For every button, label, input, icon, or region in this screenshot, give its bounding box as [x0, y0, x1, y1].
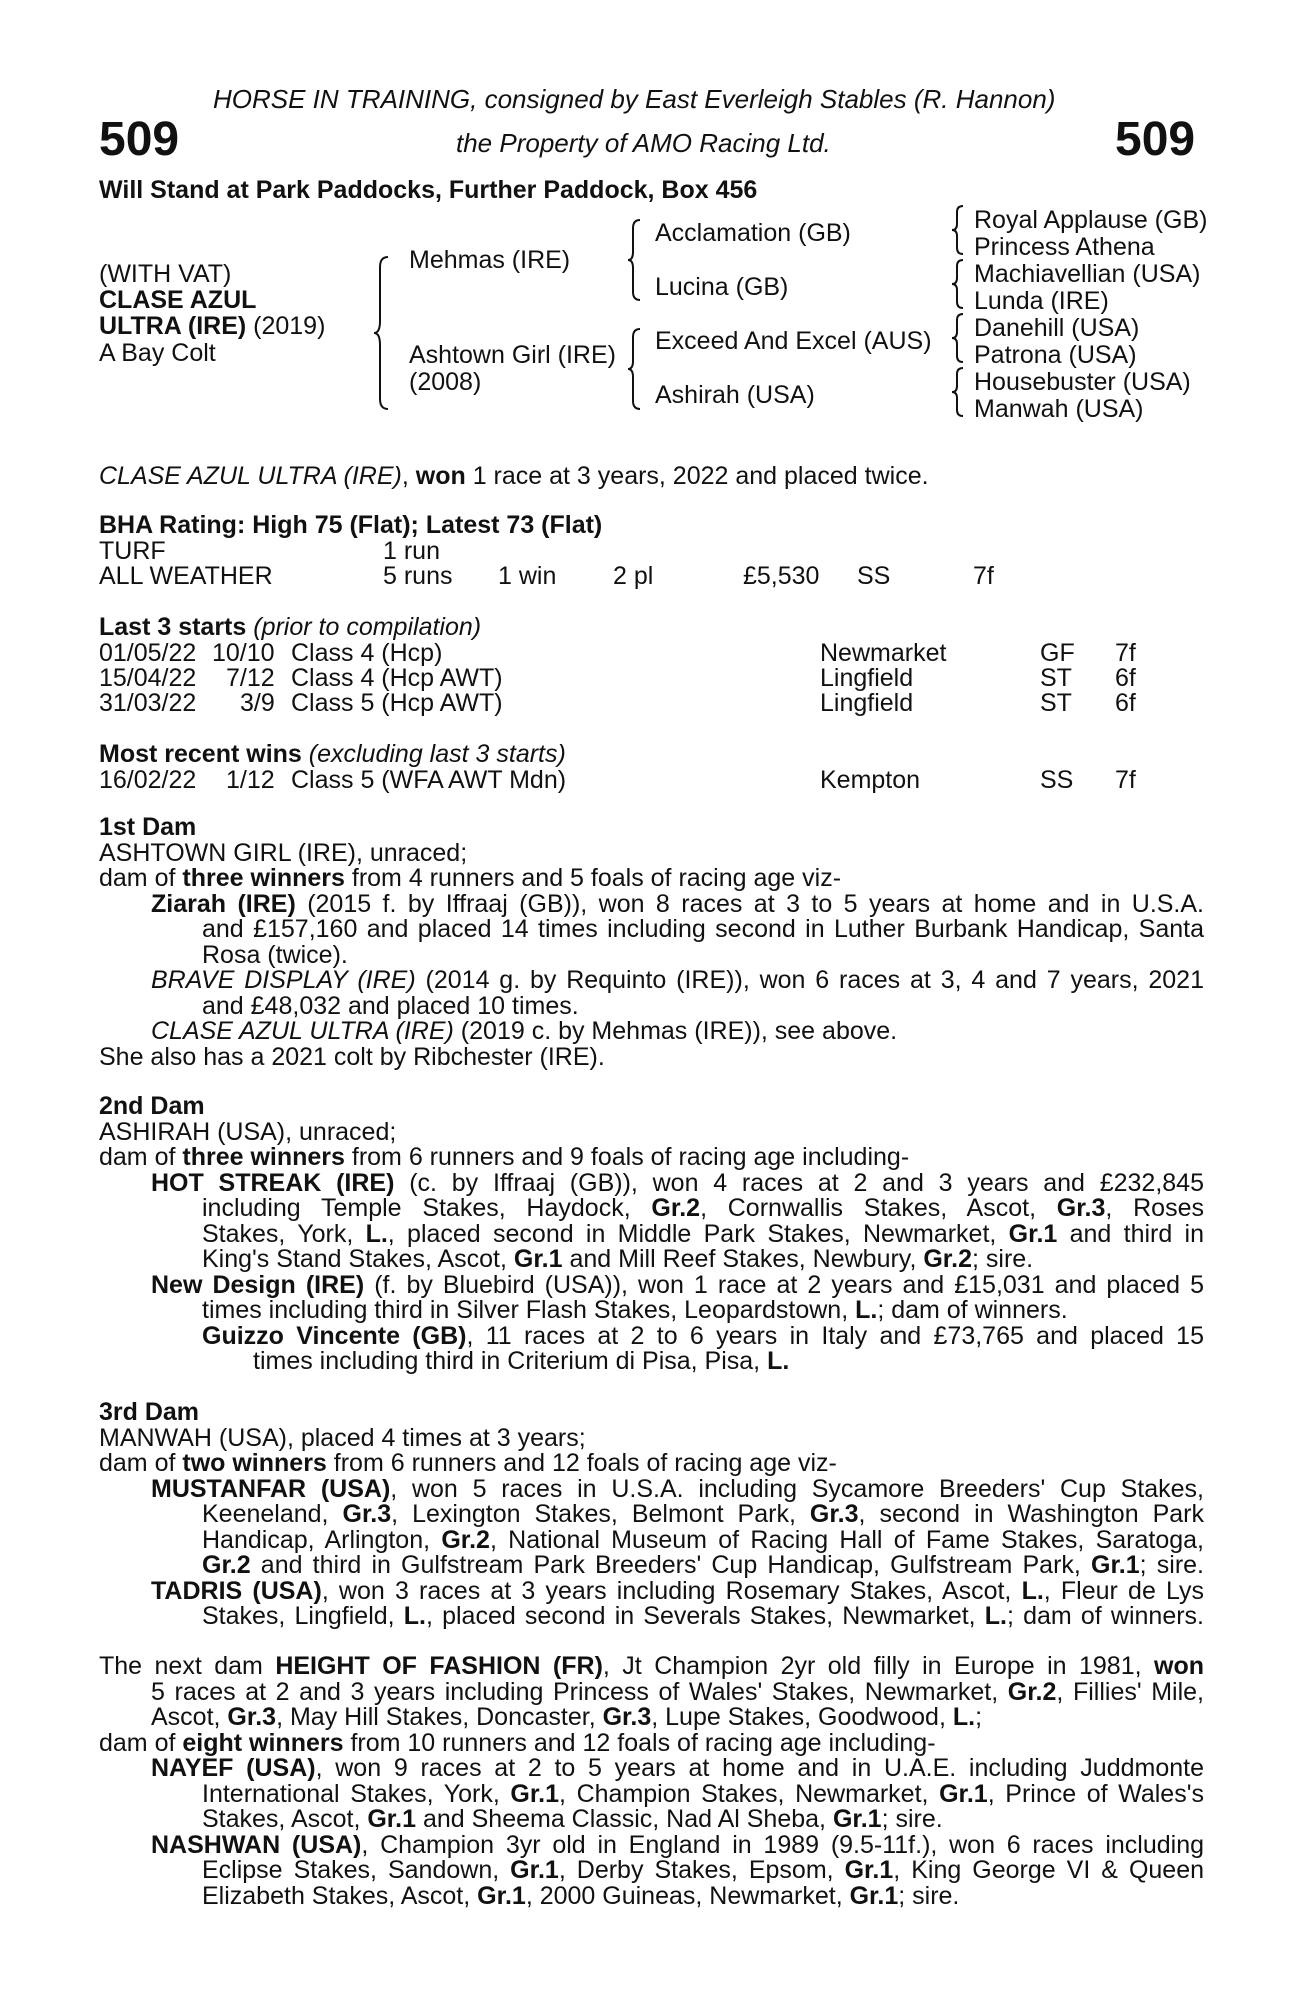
row-going: GF [1040, 639, 1075, 667]
turf-label: TURF [99, 537, 166, 565]
grandsire-1: Acclamation (GB) [655, 219, 851, 247]
text-run: BRAVE DISPLAY (IRE) [151, 966, 416, 994]
text-run: , placed second in Middle Park Stakes, Newmarket, [387, 1219, 1009, 1248]
text-run: , Lexington Stakes, Belmont Park, [391, 1500, 810, 1528]
text-run: International Stakes, York, [202, 1779, 511, 1808]
text-run: dam of [99, 1449, 183, 1477]
text-run: , won 5 races in U.S.A. including Sycamore Breeders' Cup Stakes, [390, 1474, 1204, 1503]
produce-entry [99, 1321, 1204, 1350]
third-dam-section [99, 1400, 1204, 1630]
aw-label: ALL WEATHER [99, 562, 273, 590]
text-run: NASHWAN (USA) [151, 1830, 362, 1859]
summary-rest: 1 race at 3 years, 2022 and placed twice. [465, 462, 929, 490]
text-run: , won 3 races at 3 years including Rosemary Stakes, Ascot, [321, 1576, 1022, 1605]
text-run: , second in Washington Park [858, 1500, 1204, 1528]
text-run: Gr.1 [1091, 1551, 1140, 1579]
text-run: times including third in Criterium di Pisa, Pisa, [253, 1347, 768, 1375]
grandsire-2: Exceed And Excel (AUS) [655, 327, 932, 355]
lot-number-right: 509 [1115, 113, 1196, 166]
dam-year: (2008) [409, 368, 482, 396]
brace-main [374, 255, 394, 411]
turf-runs: 1 run [383, 537, 440, 565]
text-run: Keeneland, [202, 1500, 343, 1528]
text-run: , Derby Stakes, Epsom, [558, 1856, 845, 1884]
produce-cont [99, 1604, 1204, 1630]
aw-runs: 5 runs [383, 562, 453, 590]
text-run: , placed second in Severals Stakes, Newmarket, [425, 1602, 985, 1630]
dam-produce-line [99, 1451, 1204, 1477]
brace-ggs-3 [952, 312, 966, 364]
ggs-7: Housebuster (USA) [974, 368, 1191, 396]
brace-ggs-2 [952, 258, 966, 310]
text-run: , Prince of Wales's [987, 1779, 1204, 1808]
produce-cont [99, 1219, 1205, 1248]
text-run: , 2000 Guineas, Newmarket, [525, 1881, 850, 1910]
text-run: , Fleur de Lys [1043, 1576, 1204, 1605]
aw-row [99, 562, 1204, 588]
horse-name-line2 [99, 312, 325, 341]
text-run: L. [984, 1602, 1007, 1630]
row-date: 31/03/22 [99, 689, 197, 717]
row-race: Class 5 (WFA AWT Mdn) [291, 766, 567, 794]
sire: Mehmas (IRE) [409, 246, 571, 274]
row-dist: 7f [1115, 766, 1136, 794]
row-pos: 1/12 [226, 766, 275, 794]
ggs-8: Manwah (USA) [974, 395, 1144, 423]
row-date: 01/05/22 [99, 639, 197, 667]
aw-prize: £5,530 [743, 562, 820, 590]
ggs-3: Machiavellian (USA) [974, 260, 1201, 288]
text-run: L. [403, 1602, 426, 1630]
row-course: Kempton [820, 766, 921, 794]
section-title: 2nd Dam [99, 1092, 205, 1120]
brace-ggs-4 [952, 366, 966, 418]
ggs-2: Princess Athena [974, 233, 1155, 261]
section-title: 3rd Dam [99, 1398, 200, 1426]
text-run: Gr.3 [809, 1500, 859, 1528]
text-run: L. [767, 1347, 790, 1375]
dam-produce-line [99, 866, 1204, 892]
recent-wins-note: (excluding last 3 starts) [301, 740, 566, 768]
text-run: Gr.3 [227, 1703, 277, 1731]
vat-note: (WITH VAT) [99, 260, 232, 288]
text-run: ; sire. [898, 1881, 960, 1910]
dam-produce-line [99, 1145, 1204, 1171]
text-run: and Sheema Classic, Nad Al Sheba, [416, 1805, 833, 1833]
text-run: Gr.1 [832, 1805, 882, 1833]
produce-cont [99, 1881, 1204, 1910]
text-run: ; sire. [881, 1805, 943, 1833]
text-run: from 4 runners and 5 foals of racing age viz- [344, 864, 842, 892]
bha-rating: BHA Rating: High 75 (Flat); Latest 73 (Flat) [99, 511, 603, 539]
row-pos: 7/12 [226, 664, 275, 692]
text-run: L. [1021, 1576, 1044, 1605]
produce-cont [99, 1298, 1204, 1324]
produce-cont [99, 1779, 1204, 1808]
text-run: ; dam of winners. [1007, 1602, 1204, 1630]
text-run: Gr.3 [602, 1703, 652, 1731]
table-row [99, 664, 1204, 690]
text-run: and third in [1057, 1219, 1205, 1248]
header-property: the Property of AMO Racing Ltd. [456, 128, 831, 158]
horse-year: (2019) [246, 312, 326, 340]
text-run: Gr.1 [844, 1856, 894, 1884]
produce-entry [99, 1019, 1204, 1045]
text-run: Guizzo Vincente (GB) [202, 1321, 467, 1350]
ggs-4: Lunda (IRE) [974, 287, 1109, 315]
text-run: Gr.2 [441, 1525, 490, 1554]
text-run: (2019 c. by Mehmas (IRE)), see above. [453, 1017, 898, 1045]
text-run: L. [855, 1296, 878, 1324]
text-run: Gr.3 [1056, 1194, 1106, 1222]
text-run: King's Stand Stakes, Ascot, [202, 1245, 514, 1273]
text-run: Stakes, York, [202, 1219, 366, 1248]
text-run: including Temple Stakes, Haydock, [202, 1194, 652, 1222]
text-run: , 11 races at 2 to 6 years in Italy and £73,765 and placed 15 [466, 1321, 1204, 1350]
row-course: Newmarket [820, 639, 947, 667]
dam-produce-line [99, 1728, 1204, 1757]
text-run: HOT STREAK (IRE) [151, 1168, 395, 1197]
row-course: Lingfield [820, 689, 914, 717]
text-run: three winners [182, 1143, 345, 1171]
text-run: and £48,032 and placed 10 times. [202, 991, 579, 1020]
text-run: HEIGHT OF FASHION (FR) [275, 1652, 603, 1680]
text-run: , won 9 races at 2 to 5 years at home and in U.A.E. including Juddmonte [315, 1754, 1204, 1782]
text-run: L. [365, 1219, 388, 1248]
text-run: three winners [182, 864, 345, 892]
text-run: from 6 runners and 12 foals of racing age viz- [326, 1449, 837, 1477]
text-run: , King George VI & Queen [893, 1856, 1204, 1884]
text-run: eight winners [182, 1728, 344, 1757]
text-run: Gr.3 [342, 1500, 392, 1528]
produce-cont [99, 991, 1204, 1020]
table-row [99, 689, 1204, 715]
produce-cont [99, 1502, 1204, 1528]
last3-note: (prior to compilation) [246, 613, 482, 641]
text-run: , Cornwallis Stakes, Ascot, [700, 1194, 1057, 1222]
aw-wins: 1 win [498, 562, 557, 590]
text-run: Gr.2 [202, 1551, 251, 1579]
text-run: ; dam of winners. [877, 1296, 1068, 1324]
text-run: MUSTANFAR (USA) [151, 1474, 391, 1503]
ggs-6: Patrona (USA) [974, 341, 1137, 369]
text-run: Gr.2 [923, 1245, 972, 1273]
race-summary: CLASE AZUL ULTRA (IRE), won 1 race at 3 years, 2022 and placed twice. [99, 462, 929, 490]
text-run: (2015 f. by Iffraaj (GB)), won 8 races at 3 to 5 years at home and in U.S.A. [295, 889, 1205, 918]
text-run: won [1154, 1652, 1204, 1680]
text-run: TADRIS (USA) [151, 1576, 322, 1605]
aw-going: SS [857, 562, 891, 590]
text-run: CLASE AZUL ULTRA (IRE) [151, 1017, 454, 1045]
text-run: Gr.1 [1008, 1219, 1058, 1248]
text-run: , Lupe Stakes, Goodwood, [651, 1703, 953, 1731]
text-run: dam of [99, 1143, 183, 1171]
text-run: (f. by Bluebird (USA)), won 1 race at 2 years and £15,031 and placed 5 [364, 1270, 1204, 1299]
text-run: two winners [182, 1449, 327, 1477]
text-run: times including third in Silver Flash Stakes, Leopardstown, [202, 1296, 856, 1324]
recent-wins-title: Most recent wins [99, 740, 302, 768]
row-race: Class 4 (Hcp) [291, 639, 443, 667]
text-run: Gr.2 [651, 1194, 701, 1222]
row-going: ST [1040, 689, 1072, 717]
row-date: 16/02/22 [99, 766, 197, 794]
text-run: from 10 runners and 12 foals of racing age including- [343, 1728, 936, 1757]
text-run: Handicap, Arlington, [202, 1525, 442, 1554]
text-run: , Jt Champion 2yr old filly in Europe in 1981, [602, 1652, 1154, 1680]
horse-name: ULTRA (IRE) [99, 312, 247, 340]
text-run: dam of [99, 864, 183, 892]
section-title: 1st Dam [99, 813, 197, 841]
row-pos: 10/10 [212, 639, 275, 667]
dam: Ashtown Girl (IRE) [409, 341, 616, 369]
produce-cont [99, 917, 1204, 943]
table-row [99, 639, 1204, 665]
next-dam-cont [99, 1705, 1204, 1731]
text-run: Gr.1 [510, 1779, 560, 1808]
ggs-5: Danehill (USA) [974, 314, 1140, 342]
dam-line: MANWAH (USA), placed 4 times at 3 years; [99, 1423, 586, 1452]
text-run: Eclipse Stakes, Sandown, [202, 1856, 511, 1884]
produce-cont [99, 1858, 1204, 1884]
row-dist: 7f [1115, 639, 1136, 667]
text-run: Stakes, Lingfield, [202, 1602, 404, 1630]
row-date: 15/04/22 [99, 664, 197, 692]
horse-description: A Bay Colt [99, 339, 216, 367]
row-pos: 3/9 [240, 689, 275, 717]
dam-line: ASHIRAH (USA), unraced; [99, 1117, 397, 1146]
second-dam-section [99, 1094, 1204, 1375]
row-course: Lingfield [820, 664, 914, 692]
last3-heading [99, 613, 481, 642]
text-run: ; [975, 1703, 983, 1731]
text-run: Gr.1 [939, 1779, 988, 1808]
text-run: Gr.1 [513, 1245, 563, 1273]
text-run: Gr.1 [477, 1881, 526, 1910]
produce-cont [99, 940, 1204, 969]
row-going: ST [1040, 664, 1072, 692]
row-race: Class 4 (Hcp AWT) [291, 664, 503, 692]
text-run: Ziarah (IRE) [151, 889, 296, 918]
produce-entry [99, 1270, 1204, 1299]
produce-entry [99, 968, 1204, 994]
next-dam-line [99, 1654, 1204, 1680]
text-run: Gr.1 [510, 1856, 559, 1884]
text-run: Ascot, [151, 1703, 228, 1731]
brace-sire [628, 218, 644, 302]
produce-cont [99, 1349, 1204, 1375]
produce-cont [99, 1807, 1204, 1833]
brace-dam [628, 327, 644, 411]
text-run: 5 races at 2 and 3 years including Princess of Wales' Stakes, Newmarket, [151, 1677, 1008, 1706]
produce-entry [99, 1474, 1204, 1503]
last3-title: Last 3 starts [99, 613, 247, 641]
produce-cont [99, 1196, 1204, 1222]
text-run: New Design (IRE) [151, 1270, 365, 1299]
text-run: and third in Gulfstream Park Breeders' Cup Handicap, Gulfstream Park, [250, 1551, 1092, 1579]
summary-name: CLASE AZUL ULTRA (IRE) [99, 462, 402, 490]
header-consignor: HORSE IN TRAINING, consigned by East Everleigh Stables (R. Hannon) [213, 84, 1056, 114]
turf-row [99, 537, 1204, 563]
brace-ggs-1 [952, 204, 966, 256]
stand-location: Will Stand at Park Paddocks, Further Paddock, Box 456 [99, 176, 758, 204]
text-run: Gr.1 [367, 1805, 417, 1833]
produce-entry [99, 1830, 1205, 1859]
summary-won: won [415, 462, 466, 490]
lot-number-left: 509 [99, 113, 180, 166]
text-run: , Fillies' Mile, [1056, 1677, 1204, 1706]
first-dam-section [99, 815, 1204, 1070]
text-run: , Champion Stakes, Newmarket, [559, 1779, 940, 1808]
text-run: , National Museum of Racing Hall of Fame Stakes, Saratoga, [489, 1525, 1204, 1554]
aw-distance: 7f [973, 562, 994, 590]
text-run: (c. by Iffraaj (GB)), won 4 races at 2 and 3 years and £232,845 [394, 1168, 1204, 1197]
text-run: Gr.2 [1007, 1677, 1057, 1706]
dam-note: She also has a 2021 colt by Ribchester (IRE). [99, 1042, 605, 1071]
dam-line: ASHTOWN GIRL (IRE), unraced; [99, 838, 468, 867]
text-run: NAYEF (USA) [151, 1754, 316, 1782]
text-run: L. [952, 1703, 976, 1731]
horse-name-line1: CLASE AZUL [99, 286, 257, 314]
produce-entry [99, 889, 1205, 918]
produce-entry [99, 1756, 1204, 1782]
text-run: ; sire. [1139, 1551, 1204, 1579]
produce-entry [99, 1168, 1204, 1197]
produce-cont [99, 1553, 1204, 1579]
row-going: SS [1040, 766, 1074, 794]
aw-placed: 2 pl [613, 562, 654, 590]
text-run: Stakes, Ascot, [202, 1805, 368, 1833]
text-run: , Champion 3yr old in England in 1989 (9.5-11f.), won 6 races including [361, 1830, 1205, 1859]
text-run: ; sire. [972, 1245, 1034, 1273]
text-run: and Mill Reef Stakes, Newbury, [562, 1245, 924, 1273]
next-dam-section [99, 1654, 1204, 1909]
text-run: dam of [99, 1728, 183, 1757]
produce-entry [99, 1576, 1204, 1605]
row-dist: 6f [1115, 664, 1136, 692]
row-dist: 6f [1115, 689, 1136, 717]
text-run: Elizabeth Stakes, Ascot, [202, 1881, 478, 1910]
text-run: from 6 runners and 9 foals of racing age including- [344, 1143, 910, 1171]
text-run: The next dam [99, 1652, 276, 1680]
row-race: Class 5 (Hcp AWT) [291, 689, 503, 717]
text-run: , May Hill Stakes, Doncaster, [276, 1703, 603, 1731]
text-run: Rosa (twice). [202, 940, 348, 969]
text-run: and £157,160 and placed 14 times including second in Luther Burbank Handicap, Santa [202, 915, 1204, 943]
ggs-1: Royal Applause (GB) [974, 206, 1208, 234]
recent-wins-heading [99, 740, 566, 769]
next-dam-cont [99, 1677, 1204, 1706]
granddam-1: Lucina (GB) [655, 273, 789, 301]
text-run: Gr.1 [849, 1881, 899, 1910]
text-run: (2014 g. by Requinto (IRE)), won 6 races at 3, 4 and 7 years, 2021 [415, 966, 1204, 994]
produce-cont [99, 1247, 1204, 1273]
granddam-2: Ashirah (USA) [655, 381, 815, 409]
table-row [99, 766, 1204, 792]
text-run: , Roses [1105, 1194, 1204, 1222]
produce-cont [99, 1525, 1204, 1554]
